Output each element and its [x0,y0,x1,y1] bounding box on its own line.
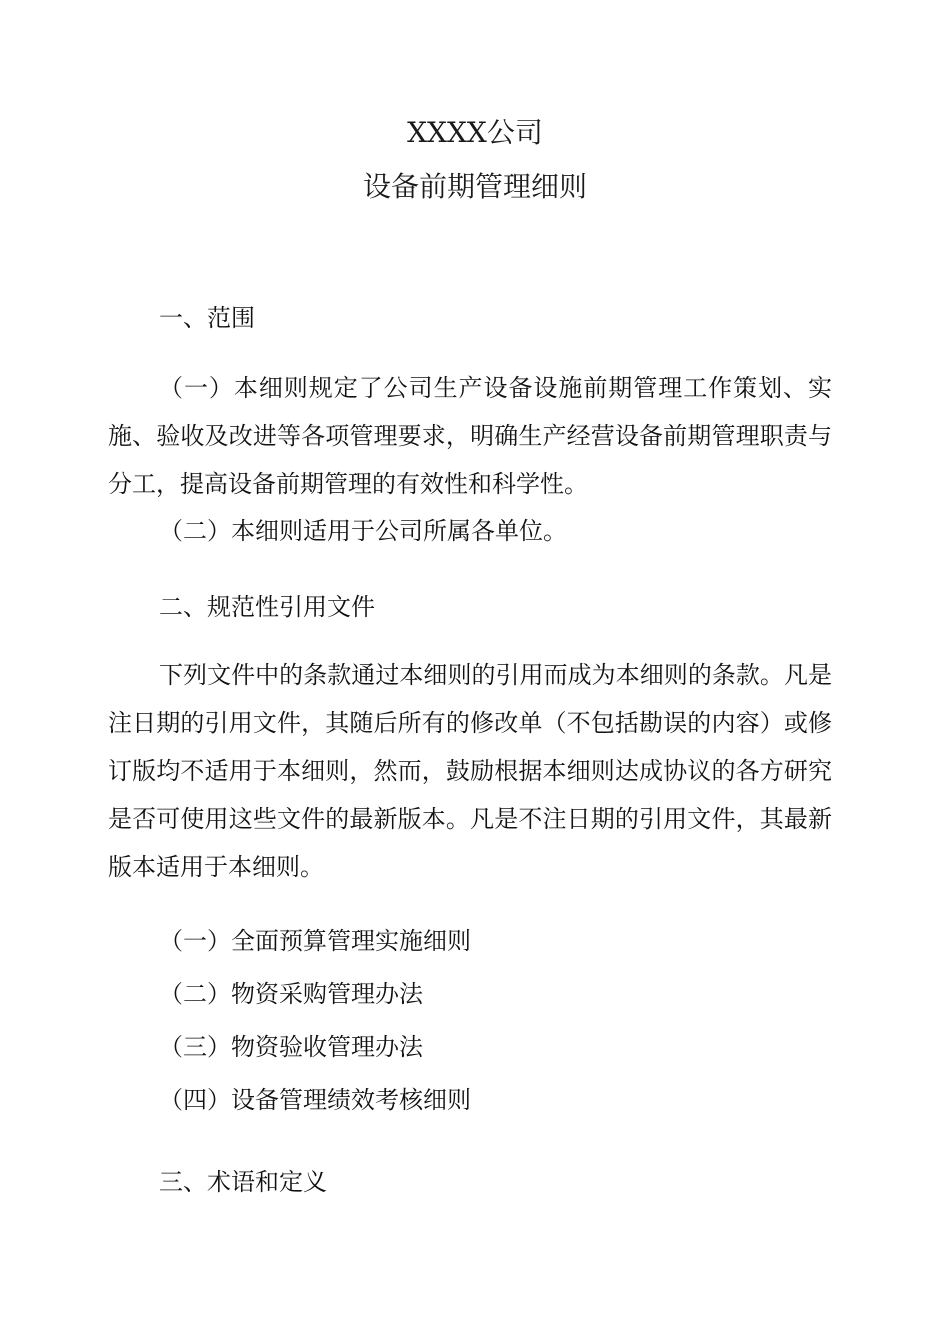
document-title: 设备前期管理细则 [362,170,587,203]
reference-item-3: （三）物资验收管理办法 [159,1033,423,1061]
scope-item-2: （二）本细则适用于公司所属各单位。 [159,517,567,545]
references-paragraph: 下列文件中的条款通过本细则的引用而成为本细则的条款。凡是注日期的引用文件，其随后所有的修改单（不包括勘误的内容）或修订版均不适用于本细则，然而，鼓励根据本细则达成协议的各方研究是否可使用这些文件的最新版本。凡是不注日期的引用文件，其最新版本适用于本细则。 [108,661,832,881]
reference-item-1: （一）全面预算管理实施细则 [159,927,471,955]
reference-item-4: （四）设备管理绩效考核细则 [159,1086,471,1114]
company-name: XXXX公司 [407,116,543,149]
section-heading-references: 二、规范性引用文件 [159,593,375,621]
scope-item-1: （一）本细则规定了公司生产设备设施前期管理工作策划、实施、验收及改进等各项管理要求，明确生产经营设备前期管理职责与分工，提高设备前期管理的有效性和科学性。 [108,374,832,498]
reference-item-2: （二）物资采购管理办法 [159,980,423,1008]
section-heading-scope: 一、范围 [159,304,255,332]
section-heading-terms: 三、术语和定义 [159,1168,327,1196]
